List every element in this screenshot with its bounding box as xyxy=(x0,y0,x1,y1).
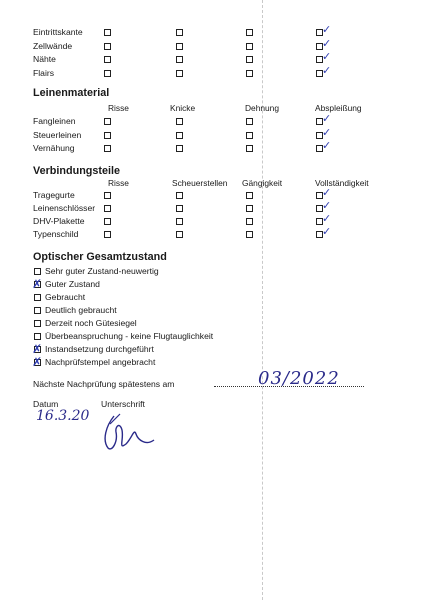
checkbox[interactable] xyxy=(104,145,111,152)
row-label: Tragegurte xyxy=(33,190,75,200)
row-label: Typenschild xyxy=(33,229,79,239)
checkbox[interactable] xyxy=(176,205,183,212)
checkbox[interactable] xyxy=(176,231,183,238)
section-title: Leinenmaterial xyxy=(33,87,110,99)
row-label: Eintrittskante xyxy=(33,27,83,37)
checkmark-icon: ✓ xyxy=(322,112,332,125)
cross-mark-icon: ✗ xyxy=(32,277,43,291)
condition-checkbox[interactable] xyxy=(34,333,41,340)
column-header: Risse xyxy=(108,178,129,188)
checkbox[interactable] xyxy=(176,43,183,50)
checkbox[interactable] xyxy=(104,70,111,77)
checkbox[interactable] xyxy=(104,43,111,50)
condition-option-label: Gebraucht xyxy=(45,292,86,302)
checkbox[interactable] xyxy=(104,192,111,199)
signature-label: Unterschrift xyxy=(101,399,145,409)
column-header: Gängigkeit xyxy=(242,178,283,188)
condition-option-label: Nachprüfstempel angebracht xyxy=(45,357,156,367)
checkmark-icon: ✓ xyxy=(322,199,332,212)
checkbox[interactable] xyxy=(104,132,111,139)
column-header: Scheuerstellen xyxy=(172,178,228,188)
checkbox[interactable] xyxy=(104,205,111,212)
column-header: Abspleißung xyxy=(315,103,362,113)
condition-checkbox[interactable] xyxy=(34,268,41,275)
section-title: Optischer Gesamtzustand xyxy=(33,251,167,263)
checkmark-icon: ✓ xyxy=(322,23,332,36)
date-value: 16.3.20 xyxy=(36,408,90,424)
column-header: Vollständigkeit xyxy=(315,178,369,188)
condition-checkbox[interactable] xyxy=(34,320,41,327)
checkbox[interactable] xyxy=(104,118,111,125)
checkmark-icon: ✓ xyxy=(322,225,332,238)
checkbox[interactable] xyxy=(246,205,253,212)
next-inspection-value: 03/2022 xyxy=(258,368,340,389)
column-header: Risse xyxy=(108,103,129,113)
checkmark-icon: ✓ xyxy=(322,186,332,199)
handwritten-signature xyxy=(96,410,162,454)
checkbox[interactable] xyxy=(104,231,111,238)
checkbox[interactable] xyxy=(176,118,183,125)
row-label: Vernähung xyxy=(33,143,75,153)
checkbox[interactable] xyxy=(246,145,253,152)
checkmark-icon: ✓ xyxy=(322,64,332,77)
checkmark-icon: ✓ xyxy=(322,139,332,152)
checkbox[interactable] xyxy=(104,29,111,36)
condition-option-label: Guter Zustand xyxy=(45,279,100,289)
next-inspection-label: Nächste Nachprüfung spätestens am xyxy=(33,379,175,389)
row-label: Leinenschlösser xyxy=(33,203,96,213)
row-label: Fangleinen xyxy=(33,116,76,126)
checkbox[interactable] xyxy=(176,56,183,63)
checkbox[interactable] xyxy=(176,218,183,225)
condition-checkbox[interactable] xyxy=(34,294,41,301)
checkbox[interactable] xyxy=(246,118,253,125)
checkbox[interactable] xyxy=(176,145,183,152)
date-label: Datum xyxy=(33,399,59,409)
checkbox[interactable] xyxy=(176,132,183,139)
cross-mark-icon: ✗ xyxy=(32,355,43,369)
condition-option-label: Instandsetzung durchgeführt xyxy=(45,344,154,354)
row-label: DHV-Plakette xyxy=(33,216,85,226)
column-header: Knicke xyxy=(170,103,196,113)
checkmark-icon: ✓ xyxy=(322,37,332,50)
checkbox[interactable] xyxy=(176,192,183,199)
condition-option-label: Sehr guter Zustand-neuwertig xyxy=(45,266,159,276)
checkbox[interactable] xyxy=(246,192,253,199)
row-label: Flairs xyxy=(33,68,55,78)
checkbox[interactable] xyxy=(246,231,253,238)
page-fold-line xyxy=(262,0,263,600)
row-label: Steuerleinen xyxy=(33,130,82,140)
checkmark-icon: ✓ xyxy=(322,126,332,139)
checkmark-icon: ✓ xyxy=(322,50,332,63)
checkbox[interactable] xyxy=(104,218,111,225)
checkbox[interactable] xyxy=(246,70,253,77)
condition-option-label: Deutlich gebraucht xyxy=(45,305,117,315)
section-title: Verbindungsteile xyxy=(33,165,120,177)
checkbox[interactable] xyxy=(104,56,111,63)
checkbox[interactable] xyxy=(246,56,253,63)
checkbox[interactable] xyxy=(246,43,253,50)
cross-mark-icon: ✗ xyxy=(32,342,43,356)
column-header: Dehnung xyxy=(245,103,279,113)
checkbox[interactable] xyxy=(246,29,253,36)
row-label: Nähte xyxy=(33,54,56,64)
checkbox[interactable] xyxy=(246,218,253,225)
checkbox[interactable] xyxy=(176,29,183,36)
condition-checkbox[interactable] xyxy=(34,307,41,314)
checkbox[interactable] xyxy=(246,132,253,139)
condition-option-label: Überbeanspruchung - keine Flugtauglichkeit xyxy=(45,331,214,341)
checkbox[interactable] xyxy=(176,70,183,77)
row-label: Zellwände xyxy=(33,41,73,51)
condition-option-label: Derzeit noch Gütesiegel xyxy=(45,318,137,328)
checkmark-icon: ✓ xyxy=(322,212,332,225)
